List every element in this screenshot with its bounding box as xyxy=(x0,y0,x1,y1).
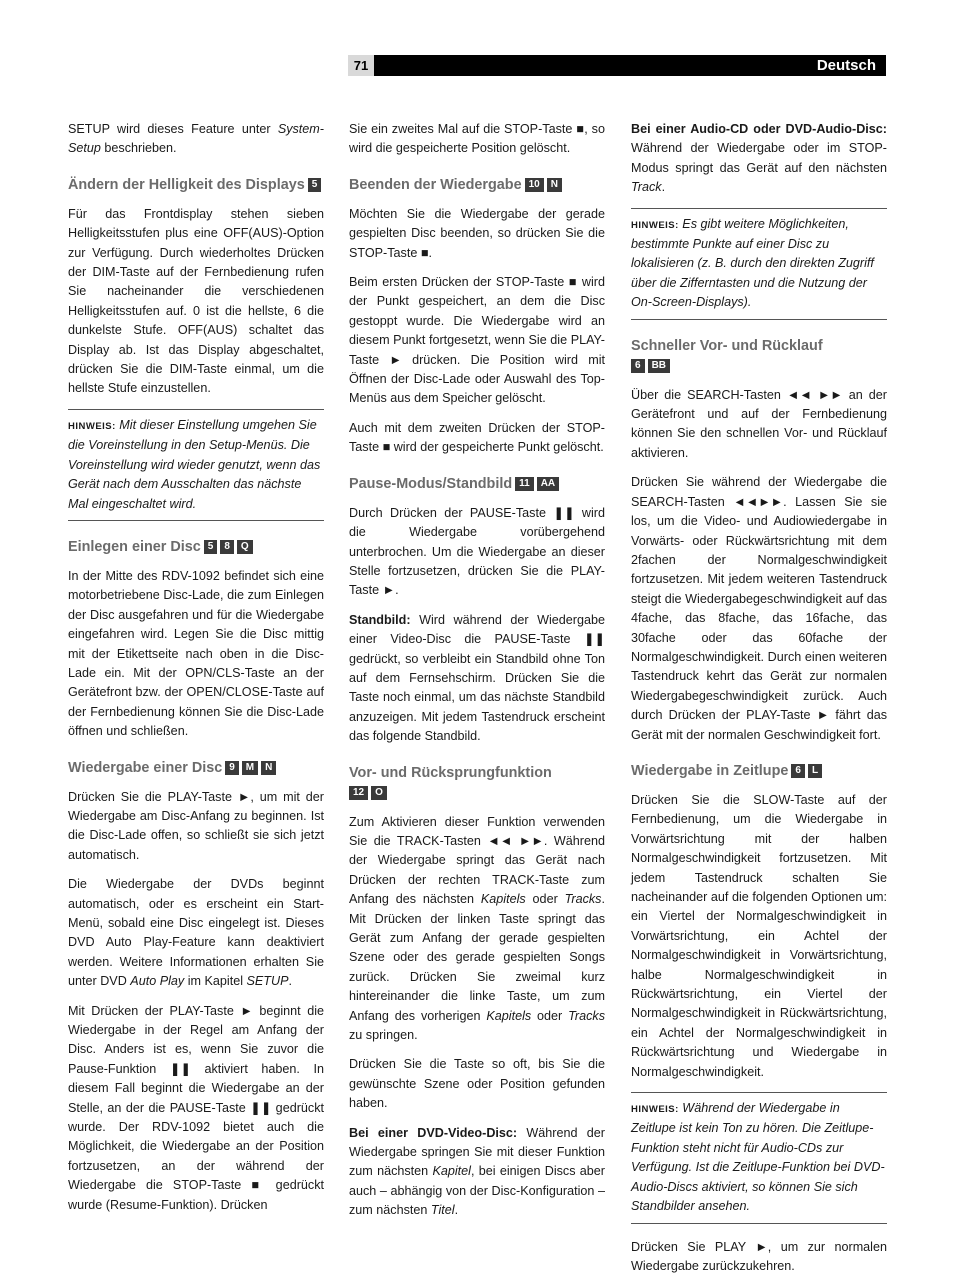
key-badge: 12 xyxy=(349,786,368,800)
paragraph: Sie ein zweites Mal auf die STOP-Taste ■, so wird die gespeicherte Position gelöscht. xyxy=(349,122,605,156)
paragraph: Auch mit dem zweiten Drücken der STOP-Taste ■ wird der gespeicherte Punkt gelöscht. xyxy=(349,420,605,455)
paragraph: SETUP wird dieses Feature unter System-Setup beschrieben. xyxy=(68,122,324,156)
key-badge: 8 xyxy=(220,540,234,554)
key-badge: BB xyxy=(648,359,670,373)
key-badge: Q xyxy=(237,540,253,554)
paragraph: Drücken Sie die SLOW-Taste auf der Fernbedienung, um die Wiedergabe in Vorwärtsrichtung mit der halben Normalgeschwindigkeit fortzusetzen. Mit jedem Tastendruck schalten Sie nacheinander auf die folgenden Optionen um: ein Viertel der Normalgeschwindigkeit in Vorwärtsrichtung, ein Achtel der Normalgeschwindigkeit in Vorwärtsrichtung, halbe Normalgeschwindigkeit in Rückwärtsrichtung, ein Viertel der Normalgeschwindigkeit in Rückwärtsrichtung, ein Achtel der Normalgeschwindigkeit in Rückwärtsrichtung und Wiedergabe in Normalgeschwindigkeit. xyxy=(631,792,887,1079)
note-box: HINWEIS: Während der Wiedergabe in Zeitlupe ist kein Ton zu hören. Die Zeitlupe-Funktion steht nicht für Audio-CDs zur Verfügung. Ist die Zeitlupe-Funktion bei DVD-Audio-Discs aktiviert, so können Sie sich Standbilder ansehen. xyxy=(631,1092,887,1223)
section-heading-pause: Pause-Modus/Standbild 11 AA xyxy=(349,474,605,494)
paragraph: Möchten Sie die Wiedergabe der gerade gespielten Disc beenden, so drücken Sie die STOP-Taste ■. xyxy=(349,206,605,260)
paragraph: Mit Drücken der PLAY-Taste ► beginnt die Wiedergabe in der Regel am Anfang der Disc. Anders ist es, wenn Sie zuvor die Pause-Funktion ❚❚ aktiviert haben. In diesem Fall beginnt die Wiedergabe an der Stelle, an der die PAUSE-Taste ❚❚ gedrückt wurde. Der RDV-1092 bietet auch die Möglichkeit, die Wiedergabe an der Position fortzusetzen, an der während der Wiedergabe die STOP-Taste ■ gedrückt wurde (Resume-Funktion). Drücken xyxy=(68,1003,324,1212)
paragraph: Zum Aktivieren dieser Funktion verwenden Sie die TRACK-Tasten ◄◄ ►►. Während der Wiedergabe springt das Gerät nach Drücken der rechten TRACK-Taste zum Anfang des nächsten Kapitels oder Tracks. Mit Drücken der linken Taste springt das Gerät zum Anfang der gerade gespielten Szene oder des gerade gespielten Songs zurück. Drücken Sie zweimal kurz hintereinander die linke Taste, um zum Anfang des vorherigen Kapitels oder Tracks zu springen. xyxy=(349,814,605,1043)
paragraph: Standbild: Wird während der Wiedergabe einer Video-Disc die PAUSE-Taste ❚❚ gedrückt, so verbleibt ein Standbild ohne Ton auf dem Fernsehschirm. Drücken Sie die Taste noch einmal, um das nächste Standbild anzuzeigen. Mit jedem Tastendruck erscheint das folgende Standbild. xyxy=(349,612,605,744)
key-badge: N xyxy=(261,761,276,775)
language-label: Deutsch xyxy=(816,57,876,74)
paragraph: Die Wiedergabe der DVDs beginnt automatisch, oder es erscheint ein Start-Menü, sobald eine Disc eingelegt ist. Dieses DVD Auto Play-Feature kann deaktiviert werden. Weitere Informationen erhalten Sie unter DVD Auto Play im Kapitel SETUP. xyxy=(68,877,324,989)
key-badge: 5 xyxy=(204,540,218,554)
paragraph: Durch Drücken der PAUSE-Taste ❚❚ wird die Wiedergabe vorübergehend unterbrochen. Um die Wiedergabe an dieser Stelle fortzusetzen, drücken Sie die PLAY-Taste ►. xyxy=(349,505,605,598)
paragraph: Drücken Sie während der Wiedergabe die SEARCH-Tasten ◄◄►►. Lassen Sie sie los, um die Video- und Audiowiedergabe in Vorwärts- oder Rückwärtsrichtung mit dem 2fachen der Normalgeschwindigkeit fortzusetzen. Mit jedem weiteren Tastendruck steigt die Wiedergabegeschwindigkeit auf das 4fache, das 8fache, das 16fache, das 30fache oder das 60fache der Normalgeschwindigkeit. Durch einen weiteren Tastendruck kehrt das Gerät zur normalen Wiedergabegeschwindigkeit zurück. Auch durch Drücken der PLAY-Taste ► fährt das Gerät mit der normalen Geschwindigkeit fort. xyxy=(631,475,887,742)
paragraph: Drücken Sie die PLAY-Taste ►, um mit der Wiedergabe am Disc-Anfang zu beginnen. Ist die Disc-Lade offen, so schließt sie sich jetzt automatisch. xyxy=(68,789,324,862)
paragraph: Für das Frontdisplay stehen sieben Helligkeitsstufen plus eine OFF(AUS)-Option zur Verfügung. Durch wiederholtes Drücken der DIM-Taste auf der Fernbedienung rufen Sie nacheinander die verschiedenen Helligkeitsstufen auf. 0 ist die hellste, 6 die dunkelste Stufe. OFF(AUS) schaltet das Display ab. Ist das Display abgeschaltet, drücken Sie die DIM-Taste einmal, um die hellste Stufe einzustellen. xyxy=(68,206,324,396)
note-box: HINWEIS: Mit dieser Einstellung umgehen Sie die Voreinstellung in den Setup-Menüs. Die Voreinstellung wird wieder genutzt, wenn das Gerät nach dem Ausschalten das nächste Mal eingeschaltet wird. xyxy=(68,409,324,521)
key-badge: 10 xyxy=(525,178,544,192)
column-2 xyxy=(349,120,605,1231)
paragraph: Beim ersten Drücken der STOP-Taste ■ wird der Punkt gespeichert, an dem die Disc gestoppt wurde. Die Wiedergabe wird an diesem Punkt fortgesetzt, wenn Sie die PLAY-Taste ► drücken. Die Position wird mit Öffnen der Disc-Lade oder Auswahl des Top-Menüs aus dem Speicher gelöscht. xyxy=(349,275,605,406)
section-heading-insert-disc: Einlegen einer Disc 5 8 Q xyxy=(68,537,324,557)
key-badge: 6 xyxy=(791,764,805,778)
section-heading-stop: Beenden der Wiedergabe 10 N xyxy=(349,175,605,195)
key-badge: 11 xyxy=(515,477,534,491)
key-badge: 6 xyxy=(631,359,645,373)
section-heading-brightness: Ändern der Helligkeit des Displays 5 xyxy=(68,175,324,195)
paragraph: Drücken Sie PLAY ►, um zur normalen Wiedergabe zurückzukehren. xyxy=(631,1239,887,1273)
section-heading-play-disc: Wiedergabe einer Disc 9 M N xyxy=(68,758,324,778)
note-box: HINWEIS: Es gibt weitere Möglichkeiten, bestimmte Punkte auf einer Disc zu lokalisieren (z. B. durch den direkten Zugriff über die Zifferntasten und die Nutzung der On-Screen-Displays). xyxy=(631,208,887,320)
paragraph: Über die SEARCH-Tasten ◄◄ ►► an der Gerätefront und auf der Fernbedienung können Sie den schnellen Vor- und Rücklauf aktivieren. xyxy=(631,387,887,460)
section-heading-skip: Vor- und Rücksprungfunktion 12 O xyxy=(349,764,552,798)
key-badge: L xyxy=(808,764,822,778)
key-badge: O xyxy=(371,786,387,800)
section-heading-slow: Wiedergabe in Zeitlupe 6 L xyxy=(631,761,887,781)
key-badge: AA xyxy=(537,477,559,491)
key-badge: M xyxy=(242,761,258,775)
paragraph: Drücken Sie die Taste so oft, bis Sie die gewünschte Szene oder Position gefunden haben. xyxy=(349,1057,605,1111)
paragraph: Bei einer Audio-CD oder DVD-Audio-Disc: Während der Wiedergabe oder im STOP-Modus springt das Gerät auf den nächsten Track. xyxy=(631,122,887,195)
column-3 xyxy=(631,120,887,1286)
key-badge: 5 xyxy=(308,178,322,192)
key-badge: 9 xyxy=(225,761,239,775)
header-bar xyxy=(348,55,886,76)
section-heading-search: Schneller Vor- und Rücklauf 6 BB xyxy=(631,337,823,371)
key-badge: N xyxy=(547,178,562,192)
paragraph: Bei einer DVD-Video-Disc: Während der Wiedergabe springen Sie mit dieser Funktion zum nächsten Kapitel, bei einigen Discs aber auch – abhängig von der Disc-Konfiguration – zum nächsten Titel. xyxy=(349,1125,606,1218)
page-number: 71 xyxy=(348,55,374,76)
paragraph: In der Mitte des RDV-1092 befindet sich eine motorbetriebene Disc-Lade, die zum Einlegen der Disc ausgefahren und für die Wiedergabe eingefahren wird. Legen Sie die Disc mittig mit der Etikettseite nach oben in die Disc-Lade ein. Mit der OPN/CLS-Taste an der Gerätefront bzw. der OPEN/CLOSE-Taste auf der Fernbedienung können Sie die Disc-Lade öffnen und schließen. xyxy=(68,568,324,739)
column-1 xyxy=(68,120,324,1225)
